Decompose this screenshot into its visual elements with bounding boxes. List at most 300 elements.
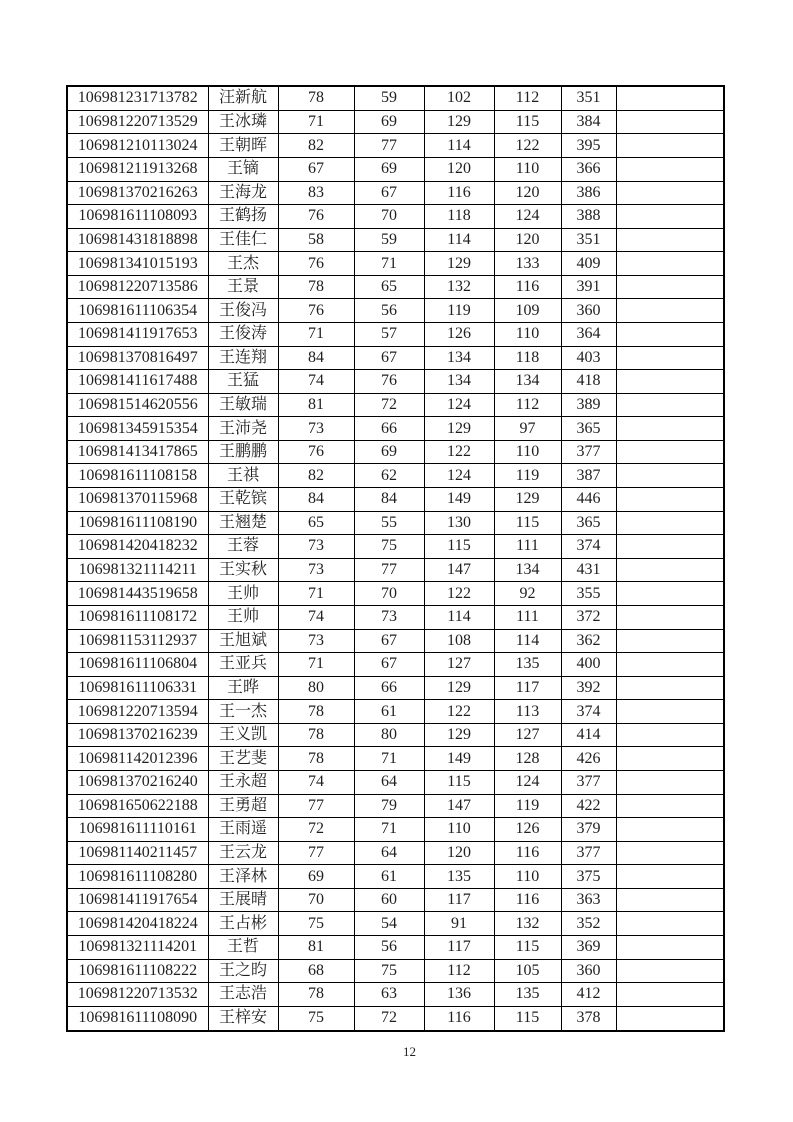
cell-score1: 78 — [278, 275, 354, 299]
cell-id: 106981370216239 — [67, 723, 208, 747]
cell-name: 王志浩 — [208, 983, 278, 1007]
cell-id: 106981210113024 — [67, 134, 208, 158]
cell-score4: 112 — [494, 86, 561, 110]
table-row — [67, 299, 724, 323]
cell-total: 369 — [561, 936, 616, 960]
cell-score4: 117 — [494, 676, 561, 700]
cell-name: 王泽林 — [208, 865, 278, 889]
cell-remark — [616, 110, 724, 134]
cell-name: 王勇超 — [208, 794, 278, 818]
cell-score2: 75 — [354, 959, 424, 983]
cell-score4: 111 — [494, 605, 561, 629]
cell-score1: 73 — [278, 535, 354, 559]
cell-score1: 73 — [278, 558, 354, 582]
cell-score4: 113 — [494, 700, 561, 724]
cell-score2: 69 — [354, 157, 424, 181]
table-row — [67, 700, 724, 724]
cell-total: 422 — [561, 794, 616, 818]
cell-score2: 60 — [354, 888, 424, 912]
cell-score3: 129 — [424, 417, 494, 441]
cell-score3: 129 — [424, 676, 494, 700]
cell-score1: 78 — [278, 723, 354, 747]
cell-score4: 132 — [494, 912, 561, 936]
table-row — [67, 959, 724, 983]
table-row — [67, 157, 724, 181]
table-row — [67, 535, 724, 559]
cell-remark — [616, 629, 724, 653]
cell-total: 409 — [561, 252, 616, 276]
cell-score3: 122 — [424, 582, 494, 606]
cell-score1: 71 — [278, 322, 354, 346]
table-row — [67, 110, 724, 134]
table-row — [67, 228, 724, 252]
cell-id: 106981142012396 — [67, 747, 208, 771]
cell-score1: 76 — [278, 205, 354, 229]
cell-score2: 57 — [354, 322, 424, 346]
cell-remark — [616, 770, 724, 794]
cell-score1: 78 — [278, 700, 354, 724]
table-row — [67, 818, 724, 842]
cell-score4: 118 — [494, 346, 561, 370]
cell-remark — [616, 558, 724, 582]
cell-score2: 71 — [354, 747, 424, 771]
cell-score4: 116 — [494, 888, 561, 912]
cell-score4: 110 — [494, 322, 561, 346]
cell-score4: 128 — [494, 747, 561, 771]
cell-score3: 124 — [424, 393, 494, 417]
cell-name: 王镝 — [208, 157, 278, 181]
cell-score1: 81 — [278, 393, 354, 417]
cell-score1: 73 — [278, 417, 354, 441]
cell-name: 王一杰 — [208, 700, 278, 724]
cell-name: 王之昀 — [208, 959, 278, 983]
cell-score4: 111 — [494, 535, 561, 559]
cell-score3: 120 — [424, 841, 494, 865]
cell-score4: 105 — [494, 959, 561, 983]
cell-score4: 120 — [494, 228, 561, 252]
cell-name: 王翘楚 — [208, 511, 278, 535]
cell-score3: 127 — [424, 653, 494, 677]
table-row — [67, 205, 724, 229]
cell-name: 王鹤扬 — [208, 205, 278, 229]
score-table-body — [67, 86, 724, 1031]
cell-score1: 76 — [278, 440, 354, 464]
cell-score1: 76 — [278, 299, 354, 323]
cell-score1: 68 — [278, 959, 354, 983]
cell-id: 106981370216263 — [67, 181, 208, 205]
cell-total: 388 — [561, 205, 616, 229]
cell-score1: 78 — [278, 747, 354, 771]
cell-remark — [616, 488, 724, 512]
table-row — [67, 1006, 724, 1031]
table-row — [67, 322, 724, 346]
score-table — [66, 85, 725, 1032]
cell-total: 389 — [561, 393, 616, 417]
cell-id: 106981345915354 — [67, 417, 208, 441]
cell-score4: 134 — [494, 370, 561, 394]
cell-total: 362 — [561, 629, 616, 653]
cell-score1: 78 — [278, 86, 354, 110]
cell-total: 365 — [561, 511, 616, 535]
cell-total: 400 — [561, 653, 616, 677]
cell-name: 王帅 — [208, 605, 278, 629]
cell-total: 375 — [561, 865, 616, 889]
table-row — [67, 912, 724, 936]
cell-remark — [616, 865, 724, 889]
cell-name: 王占彬 — [208, 912, 278, 936]
cell-score4: 119 — [494, 464, 561, 488]
table-row — [67, 181, 724, 205]
cell-score1: 84 — [278, 346, 354, 370]
cell-id: 106981611108093 — [67, 205, 208, 229]
cell-id: 106981420418224 — [67, 912, 208, 936]
cell-id: 106981370216240 — [67, 770, 208, 794]
cell-id: 106981611110161 — [67, 818, 208, 842]
cell-remark — [616, 299, 724, 323]
cell-total: 352 — [561, 912, 616, 936]
table-row — [67, 770, 724, 794]
cell-name: 王云龙 — [208, 841, 278, 865]
cell-id: 106981220713529 — [67, 110, 208, 134]
cell-remark — [616, 535, 724, 559]
cell-score2: 67 — [354, 346, 424, 370]
cell-score1: 74 — [278, 370, 354, 394]
cell-id: 106981220713532 — [67, 983, 208, 1007]
cell-score4: 110 — [494, 865, 561, 889]
cell-score2: 64 — [354, 770, 424, 794]
cell-score3: 91 — [424, 912, 494, 936]
cell-score3: 132 — [424, 275, 494, 299]
cell-score3: 149 — [424, 747, 494, 771]
cell-score2: 66 — [354, 417, 424, 441]
cell-score1: 77 — [278, 841, 354, 865]
cell-name: 王朝晖 — [208, 134, 278, 158]
table-row — [67, 582, 724, 606]
cell-total: 351 — [561, 228, 616, 252]
table-row — [67, 440, 724, 464]
cell-score4: 112 — [494, 393, 561, 417]
cell-score3: 147 — [424, 558, 494, 582]
cell-score3: 134 — [424, 346, 494, 370]
cell-score1: 76 — [278, 252, 354, 276]
cell-score4: 122 — [494, 134, 561, 158]
cell-name: 王猛 — [208, 370, 278, 394]
cell-remark — [616, 205, 724, 229]
cell-id: 106981611108158 — [67, 464, 208, 488]
cell-total: 378 — [561, 1006, 616, 1031]
cell-name: 王杰 — [208, 252, 278, 276]
cell-name: 汪新航 — [208, 86, 278, 110]
cell-id: 106981220713586 — [67, 275, 208, 299]
cell-total: 426 — [561, 747, 616, 771]
cell-total: 379 — [561, 818, 616, 842]
cell-score1: 77 — [278, 794, 354, 818]
cell-score4: 115 — [494, 110, 561, 134]
cell-score3: 147 — [424, 794, 494, 818]
cell-score4: 115 — [494, 511, 561, 535]
cell-score3: 129 — [424, 252, 494, 276]
cell-id: 106981443519658 — [67, 582, 208, 606]
table-row — [67, 252, 724, 276]
table-row — [67, 393, 724, 417]
cell-remark — [616, 676, 724, 700]
cell-score2: 70 — [354, 582, 424, 606]
table-row — [67, 134, 724, 158]
cell-name: 王冰璘 — [208, 110, 278, 134]
cell-score2: 63 — [354, 983, 424, 1007]
cell-score3: 112 — [424, 959, 494, 983]
cell-id: 106981370816497 — [67, 346, 208, 370]
cell-score4: 133 — [494, 252, 561, 276]
table-row — [67, 983, 724, 1007]
cell-id: 106981231713782 — [67, 86, 208, 110]
cell-score2: 84 — [354, 488, 424, 512]
cell-id: 106981413417865 — [67, 440, 208, 464]
cell-total: 446 — [561, 488, 616, 512]
cell-score1: 70 — [278, 888, 354, 912]
cell-score2: 67 — [354, 181, 424, 205]
cell-total: 431 — [561, 558, 616, 582]
cell-score4: 92 — [494, 582, 561, 606]
cell-remark — [616, 582, 724, 606]
cell-remark — [616, 370, 724, 394]
cell-score2: 71 — [354, 252, 424, 276]
cell-score2: 75 — [354, 535, 424, 559]
cell-remark — [616, 228, 724, 252]
cell-score2: 55 — [354, 511, 424, 535]
cell-score2: 67 — [354, 653, 424, 677]
cell-remark — [616, 936, 724, 960]
cell-id: 106981321114211 — [67, 558, 208, 582]
cell-score1: 71 — [278, 110, 354, 134]
cell-total: 360 — [561, 959, 616, 983]
cell-score4: 114 — [494, 629, 561, 653]
cell-total: 391 — [561, 275, 616, 299]
cell-score3: 116 — [424, 1006, 494, 1031]
cell-score3: 122 — [424, 700, 494, 724]
cell-score2: 79 — [354, 794, 424, 818]
table-row — [67, 346, 724, 370]
cell-score2: 54 — [354, 912, 424, 936]
cell-score1: 74 — [278, 770, 354, 794]
cell-remark — [616, 1006, 724, 1031]
cell-remark — [616, 959, 724, 983]
cell-score4: 127 — [494, 723, 561, 747]
cell-score3: 110 — [424, 818, 494, 842]
cell-name: 王哲 — [208, 936, 278, 960]
cell-remark — [616, 653, 724, 677]
cell-score2: 69 — [354, 110, 424, 134]
table-row — [67, 488, 724, 512]
cell-total: 377 — [561, 841, 616, 865]
cell-total: 372 — [561, 605, 616, 629]
cell-total: 360 — [561, 299, 616, 323]
cell-id: 106981211913268 — [67, 157, 208, 181]
cell-remark — [616, 841, 724, 865]
cell-name: 王俊冯 — [208, 299, 278, 323]
cell-name: 王展晴 — [208, 888, 278, 912]
cell-remark — [616, 157, 724, 181]
cell-name: 王蓉 — [208, 535, 278, 559]
cell-total: 363 — [561, 888, 616, 912]
cell-name: 王亚兵 — [208, 653, 278, 677]
table-row — [67, 86, 724, 110]
cell-id: 106981370115968 — [67, 488, 208, 512]
table-row — [67, 676, 724, 700]
cell-total: 384 — [561, 110, 616, 134]
cell-name: 王晔 — [208, 676, 278, 700]
cell-score1: 58 — [278, 228, 354, 252]
cell-score4: 124 — [494, 770, 561, 794]
cell-score2: 56 — [354, 936, 424, 960]
cell-score4: 120 — [494, 181, 561, 205]
cell-name: 王义凯 — [208, 723, 278, 747]
cell-total: 395 — [561, 134, 616, 158]
cell-remark — [616, 346, 724, 370]
cell-score3: 129 — [424, 723, 494, 747]
cell-score3: 136 — [424, 983, 494, 1007]
cell-name: 王乾镔 — [208, 488, 278, 512]
cell-total: 412 — [561, 983, 616, 1007]
table-row — [67, 888, 724, 912]
cell-score3: 130 — [424, 511, 494, 535]
cell-total: 374 — [561, 535, 616, 559]
cell-name: 王沛尧 — [208, 417, 278, 441]
cell-score2: 61 — [354, 700, 424, 724]
cell-score2: 77 — [354, 134, 424, 158]
cell-score4: 109 — [494, 299, 561, 323]
cell-id: 106981611108280 — [67, 865, 208, 889]
cell-total: 377 — [561, 770, 616, 794]
cell-total: 365 — [561, 417, 616, 441]
cell-score4: 135 — [494, 983, 561, 1007]
cell-name: 王景 — [208, 275, 278, 299]
cell-score2: 65 — [354, 275, 424, 299]
table-row — [67, 464, 724, 488]
cell-score4: 135 — [494, 653, 561, 677]
cell-score2: 70 — [354, 205, 424, 229]
cell-score4: 115 — [494, 1006, 561, 1031]
cell-id: 106981611106354 — [67, 299, 208, 323]
cell-score3: 129 — [424, 110, 494, 134]
cell-score3: 117 — [424, 936, 494, 960]
cell-score2: 73 — [354, 605, 424, 629]
cell-score4: 115 — [494, 936, 561, 960]
cell-score3: 134 — [424, 370, 494, 394]
cell-remark — [616, 252, 724, 276]
cell-score2: 71 — [354, 818, 424, 842]
cell-id: 106981611108172 — [67, 605, 208, 629]
cell-total: 351 — [561, 86, 616, 110]
cell-score2: 67 — [354, 629, 424, 653]
cell-id: 106981611106331 — [67, 676, 208, 700]
cell-score4: 124 — [494, 205, 561, 229]
cell-remark — [616, 181, 724, 205]
cell-score1: 71 — [278, 582, 354, 606]
cell-remark — [616, 322, 724, 346]
table-row — [67, 275, 724, 299]
table-row — [67, 558, 724, 582]
cell-name: 王实秋 — [208, 558, 278, 582]
cell-id: 106981611108222 — [67, 959, 208, 983]
cell-id: 106981341015193 — [67, 252, 208, 276]
table-row — [67, 653, 724, 677]
cell-score2: 56 — [354, 299, 424, 323]
cell-id: 106981153112937 — [67, 629, 208, 653]
cell-score1: 80 — [278, 676, 354, 700]
cell-score3: 115 — [424, 535, 494, 559]
cell-score3: 124 — [424, 464, 494, 488]
cell-remark — [616, 275, 724, 299]
cell-name: 王俊涛 — [208, 322, 278, 346]
table-row — [67, 841, 724, 865]
cell-score2: 64 — [354, 841, 424, 865]
cell-score1: 74 — [278, 605, 354, 629]
cell-score4: 119 — [494, 794, 561, 818]
cell-remark — [616, 134, 724, 158]
table-row — [67, 747, 724, 771]
cell-score4: 97 — [494, 417, 561, 441]
table-row — [67, 511, 724, 535]
cell-remark — [616, 794, 724, 818]
cell-name: 王祺 — [208, 464, 278, 488]
cell-score1: 65 — [278, 511, 354, 535]
cell-name: 王敏瑞 — [208, 393, 278, 417]
cell-score2: 77 — [354, 558, 424, 582]
cell-score3: 102 — [424, 86, 494, 110]
cell-score1: 69 — [278, 865, 354, 889]
table-row — [67, 794, 724, 818]
cell-score2: 72 — [354, 1006, 424, 1031]
cell-id: 106981411917654 — [67, 888, 208, 912]
cell-total: 366 — [561, 157, 616, 181]
cell-remark — [616, 888, 724, 912]
cell-id: 106981420418232 — [67, 535, 208, 559]
cell-score1: 75 — [278, 912, 354, 936]
cell-score1: 75 — [278, 1006, 354, 1031]
cell-score2: 69 — [354, 440, 424, 464]
cell-name: 王雨遥 — [208, 818, 278, 842]
cell-name: 王鹏鹏 — [208, 440, 278, 464]
table-row — [67, 723, 724, 747]
cell-score4: 129 — [494, 488, 561, 512]
cell-name: 王连翔 — [208, 346, 278, 370]
cell-id: 106981411917653 — [67, 322, 208, 346]
cell-name: 王佳仁 — [208, 228, 278, 252]
cell-score1: 81 — [278, 936, 354, 960]
cell-id: 106981611108090 — [67, 1006, 208, 1031]
cell-id: 106981140211457 — [67, 841, 208, 865]
cell-remark — [616, 417, 724, 441]
cell-total: 387 — [561, 464, 616, 488]
table-row — [67, 936, 724, 960]
cell-score3: 108 — [424, 629, 494, 653]
table-row — [67, 417, 724, 441]
cell-id: 106981611108190 — [67, 511, 208, 535]
cell-id: 106981650622188 — [67, 794, 208, 818]
cell-remark — [616, 393, 724, 417]
cell-score3: 149 — [424, 488, 494, 512]
cell-remark — [616, 440, 724, 464]
cell-score3: 114 — [424, 605, 494, 629]
cell-score2: 76 — [354, 370, 424, 394]
cell-score2: 59 — [354, 228, 424, 252]
cell-score4: 116 — [494, 275, 561, 299]
cell-score3: 135 — [424, 865, 494, 889]
cell-name: 王海龙 — [208, 181, 278, 205]
cell-score3: 120 — [424, 157, 494, 181]
cell-id: 106981431818898 — [67, 228, 208, 252]
